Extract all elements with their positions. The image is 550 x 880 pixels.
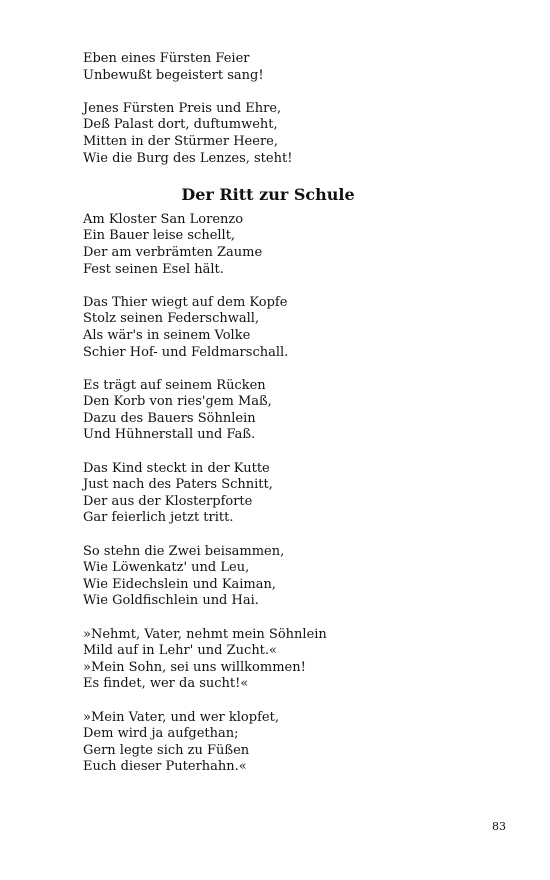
stanza xyxy=(83,710,503,776)
verse-line: Just nach des Paters Schnitt, xyxy=(83,477,273,493)
verse-line: Mild auf in Lehr' und Zucht.« xyxy=(83,643,277,659)
verse-line: Das Thier wiegt auf dem Kopfe xyxy=(83,294,288,310)
stanza xyxy=(83,378,503,444)
verse-line: Wie Goldfischlein und Hai. xyxy=(83,593,259,609)
stanza xyxy=(83,461,503,527)
stanza xyxy=(83,295,503,361)
verse-line: Wie Löwenkatz' und Leu, xyxy=(83,560,250,576)
verse-line: Mitten in der Stürmer Heere, xyxy=(83,133,278,149)
verse-line: Als wär's in seinem Volke xyxy=(83,327,251,343)
verse-line: Deß Palast dort, duftumweht, xyxy=(83,117,278,133)
verse-line: So stehn die Zwei beisammen, xyxy=(83,543,285,559)
verse-line: Gar feierlich jetzt tritt. xyxy=(83,510,234,526)
verse-line: Ein Bauer leise schellt, xyxy=(83,228,236,244)
verse-line: Fest seinen Esel hält. xyxy=(83,261,224,277)
stanza xyxy=(83,544,503,610)
verse-line: Das Kind steckt in der Kutte xyxy=(83,460,270,476)
verse-line: Unbewußt begeistert sang! xyxy=(83,67,264,83)
verse-line: Dazu des Bauers Söhnlein xyxy=(83,410,256,426)
verse-line: Wie Eidechslein und Kaiman, xyxy=(83,576,277,592)
verse-line: Dem wird ja aufgethan; xyxy=(83,726,239,742)
poem-title: Der Ritt zur Schule xyxy=(181,184,355,204)
stanza xyxy=(83,212,503,278)
stanza xyxy=(83,51,503,84)
verse-line: Der aus der Klosterpforte xyxy=(83,493,253,509)
verse-line: Eben eines Fürsten Feier xyxy=(83,51,250,66)
verse-line: Stolz seinen Federschwall, xyxy=(83,311,260,327)
verse-line: Schier Hof- und Feldmarschall. xyxy=(83,344,289,360)
verse-line: »Mein Vater, und wer klopfet, xyxy=(83,709,279,725)
verse-line: Der am verbrämten Zaume xyxy=(83,244,263,260)
verse-line: Und Hühnerstall und Faß. xyxy=(83,427,256,443)
page-number: 83 xyxy=(492,820,506,833)
verse-line: Es trägt auf seinem Rücken xyxy=(83,377,266,393)
stanza xyxy=(83,627,503,693)
verse-line: Es findet, wer da sucht!« xyxy=(83,676,249,692)
verse-line: Gern legte sich zu Füßen xyxy=(83,742,250,758)
verse-line: »Mein Sohn, sei uns willkommen! xyxy=(83,659,306,675)
page-text xyxy=(83,51,503,793)
verse-line: Euch dieser Puterhahn.« xyxy=(83,759,247,775)
verse-line: Wie die Burg des Lenzes, steht! xyxy=(83,150,293,166)
verse-line: »Nehmt, Vater, nehmt mein Söhnlein xyxy=(83,626,327,642)
verse-line: Den Korb von ries'gem Maß, xyxy=(83,394,272,410)
verse-line: Am Kloster San Lorenzo xyxy=(83,211,244,227)
stanza xyxy=(83,101,503,167)
verse-line: Jenes Fürsten Preis und Ehre, xyxy=(83,100,282,116)
